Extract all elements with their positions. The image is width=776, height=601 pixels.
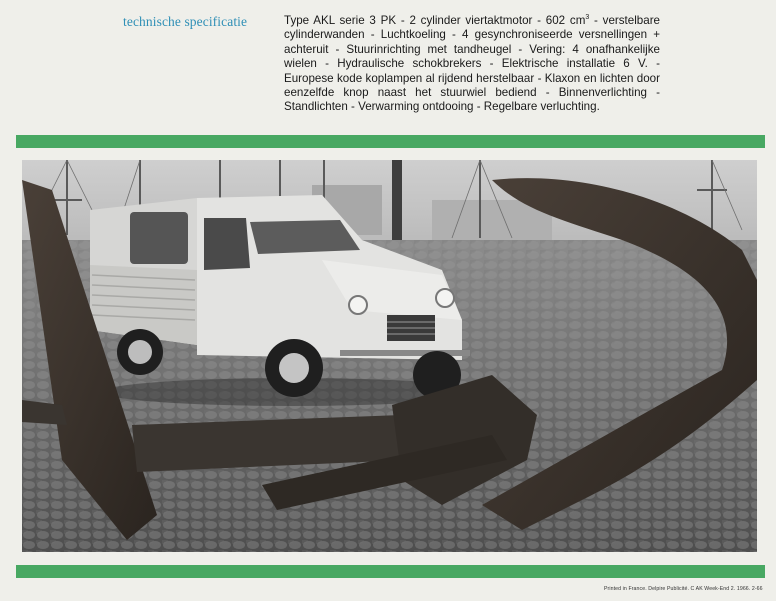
spec-heading: technische specificatie (123, 14, 248, 29)
spec-text-part2: - verstelbare cylinderwanden - Luchtkoeling - 4 gesynchroniseerde versnellingen + achteruit - Stuurinrichting met tandheugel - Vering: 4 onafhankelijke wielen - Hydraulische schokbrekers - Elektrische installatie 6 V. - Europese kode koplampen al rijdend herstelbaar - Klaxon en lichten door eenzelfde knop naast het stuurwiel bediend - Binnenverlichting - Standlichten - Verwarming ontdooing - Regelbare verluchting. (284, 14, 661, 114)
print-imprint: Printed in France. Delpire Publicité. C AK Week-End 2. 1966. 2-66 (604, 586, 763, 592)
spec-paragraph (284, 14, 660, 115)
green-band-bottom (16, 565, 765, 578)
spec-superscript: 3 (585, 14, 590, 22)
van-photo (22, 160, 757, 552)
green-band-top (16, 135, 765, 148)
spec-text-part1: Type AKL serie 3 PK - 2 cylinder viertaktmotor - 602 cm (284, 14, 586, 27)
